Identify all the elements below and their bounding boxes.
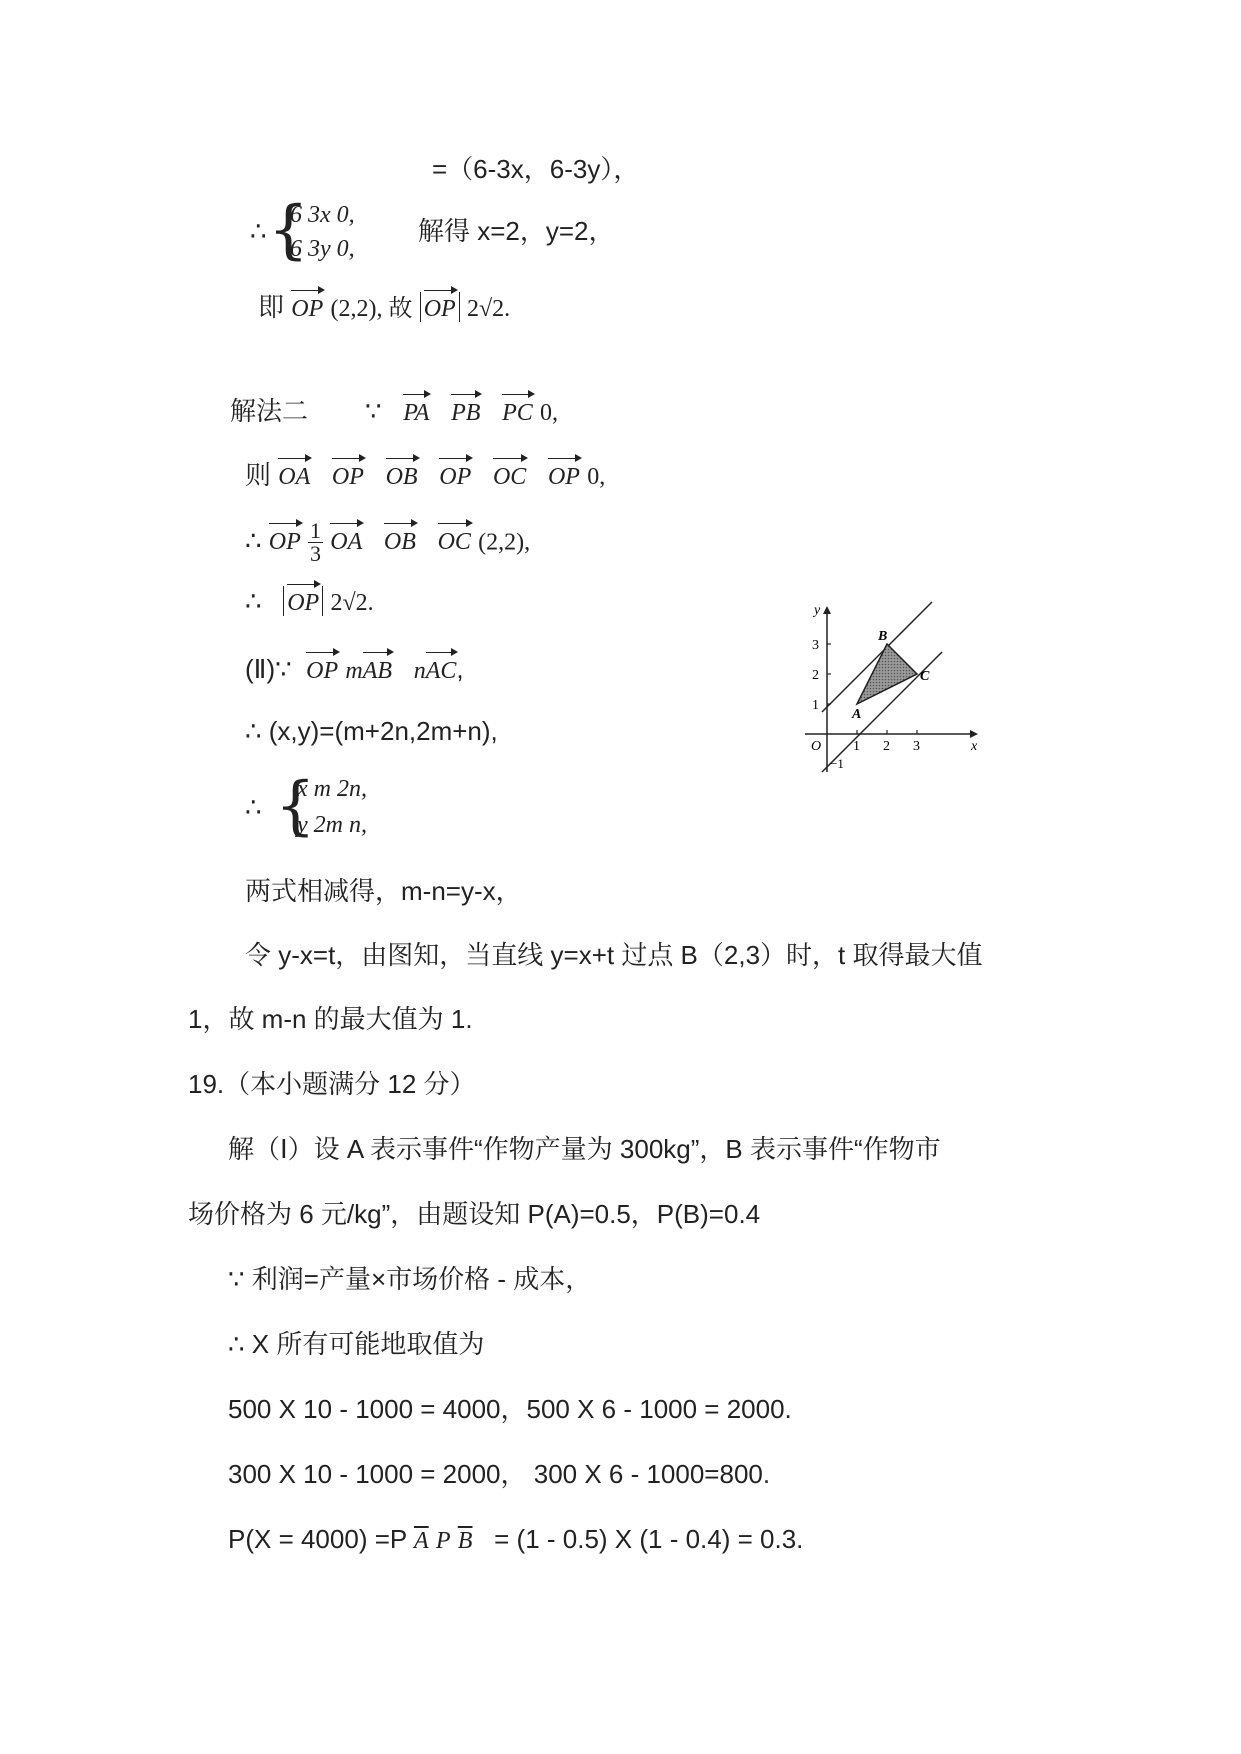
equation-line-9: ∴ (x,y)=(m+2n,2m+n), [245,716,498,746]
equation-line-7 [245,584,374,620]
coordinate-figure [800,600,985,785]
part-two-because: (Ⅱ)∵ [245,654,292,684]
question-19-heading: 19.（本小题满分 12 分） [188,1069,476,1099]
point-a-label: A [852,707,862,722]
vector-oc-2: OC [438,525,471,559]
vector-pb: PB [451,396,480,430]
op-value: (2,2), 故 [330,296,413,322]
vector-op-5: OP [287,586,319,620]
op-length: 2√2. [466,296,511,322]
vector-op: OP [291,292,323,326]
prob-prefix: P(X = 4000) =P [228,1524,407,1554]
profit-formula: ∵ 利润=产量×市场价格 - 成本， [228,1264,592,1294]
therefore-symbol-2: ∴ [245,525,262,556]
method-two-label: 解法二 [230,396,309,426]
vector-oa-2: OA [330,525,362,559]
therefore-symbol-4: ∴ [245,792,262,822]
vector-op-abs: OP [424,292,456,326]
x-axis-arrow [970,730,978,738]
vector-op-3: OP [548,460,580,494]
y-tick-3: 3 [812,638,819,653]
equals-zero-2: 0, [587,464,606,490]
because-symbol: ∵ [365,396,382,426]
p-symbol: P [435,1528,451,1554]
vector-op-4: OP [269,525,301,559]
system-2-row-1: x m 2n, [297,776,367,802]
neg-one-label: −1 [830,756,844,771]
system-brace-2: { [275,769,316,843]
comma: , [456,654,464,684]
vector-op-2: OP [439,460,471,494]
x-tick-3: 3 [913,739,920,754]
prob-result: = (1 - 0.5) X (1 - 0.4) = 0.3. [494,1524,804,1554]
calc-line-2: 300 X 10 - 1000 = 2000， 300 X 6 - 1000=800. [228,1459,771,1489]
vector-pa: PA [403,396,429,430]
system-2-row-2: y 2m n, [297,812,367,838]
therefore-symbol-3: ∴ [245,586,262,616]
probability-line [228,1522,803,1558]
x-tick-2: 2 [883,739,890,754]
x-tick-1: 1 [853,739,860,754]
vector-pc: PC [502,396,533,430]
equation-line-6 [245,520,530,565]
therefore-symbol: ∴ [250,216,267,246]
solution-text: 解得 x=2，y=2， [418,216,615,246]
text-ze: 则 [245,460,272,490]
vector-oc: OC [493,460,526,494]
vector-oa: OA [278,460,310,494]
equation-line-1: =（6-3x，6-3y）， [432,154,640,184]
point-b-label: B [878,629,888,644]
y-tick-2: 2 [812,668,819,683]
vector-ab: AB [363,654,392,688]
vector-op-1: OP [332,460,364,494]
equation-line-8 [245,652,464,688]
equation-line-4 [365,394,558,430]
point-c-label: C [920,669,930,684]
equals-zero: 0, [540,400,559,426]
triangle-abc [857,644,917,704]
equation-line-3 [258,290,510,326]
op-length-2: 2√2. [330,590,374,616]
b-complement: $\overline{B}$ [457,1528,473,1554]
coef-m: m [345,658,363,684]
subtract-line: 两式相减得，m-n=y-x， [245,876,522,906]
line-upper [822,602,932,712]
y-tick-1: 1 [812,698,819,713]
fraction-one-third: $\frac{1}{3}$ [310,518,322,566]
coef-n: n [413,658,426,684]
x-axis-label: x [971,739,978,754]
text-ji: 即 [258,292,285,322]
vector-ac: AC [426,654,457,688]
calc-line-1: 500 X 10 - 1000 = 4000，500 X 6 - 1000 = 2000. [228,1394,792,1424]
vector-ob: OB [386,460,418,494]
paragraph-probabilities: 场价格为 6 元/kg”，由题设知 P(A)=0.5，P(B)=0.4 [188,1199,761,1229]
y-axis-arrow [823,606,831,614]
op-coordinates: (2,2), [478,529,531,556]
system-brace-1: { [268,193,309,267]
equation-line-5 [245,458,605,494]
origin-label: O [811,739,822,754]
x-values-heading: ∴ X 所有可能地取值为 [228,1329,485,1359]
vector-ob-2: OB [384,525,416,559]
paragraph-event-def: 解（Ⅰ）设 A 表示事件“作物产量为 300kg”，B 表示事件“作物市 [228,1134,941,1164]
vector-op-6: OP [306,654,338,688]
a-complement: $\overline{A}$ [413,1528,429,1554]
system-1-row-1: 6 3x 0, [290,202,355,228]
paragraph-let-t: 令 y-x=t，由图知，当直线 y=x+t 过点 B（2,3）时，t 取得最大值 [245,940,983,970]
system-1-row-2: 6 3y 0, [290,236,355,262]
y-axis-label: y [814,603,821,618]
paragraph-max-value: 1，故 m-n 的最大值为 1. [188,1004,473,1034]
